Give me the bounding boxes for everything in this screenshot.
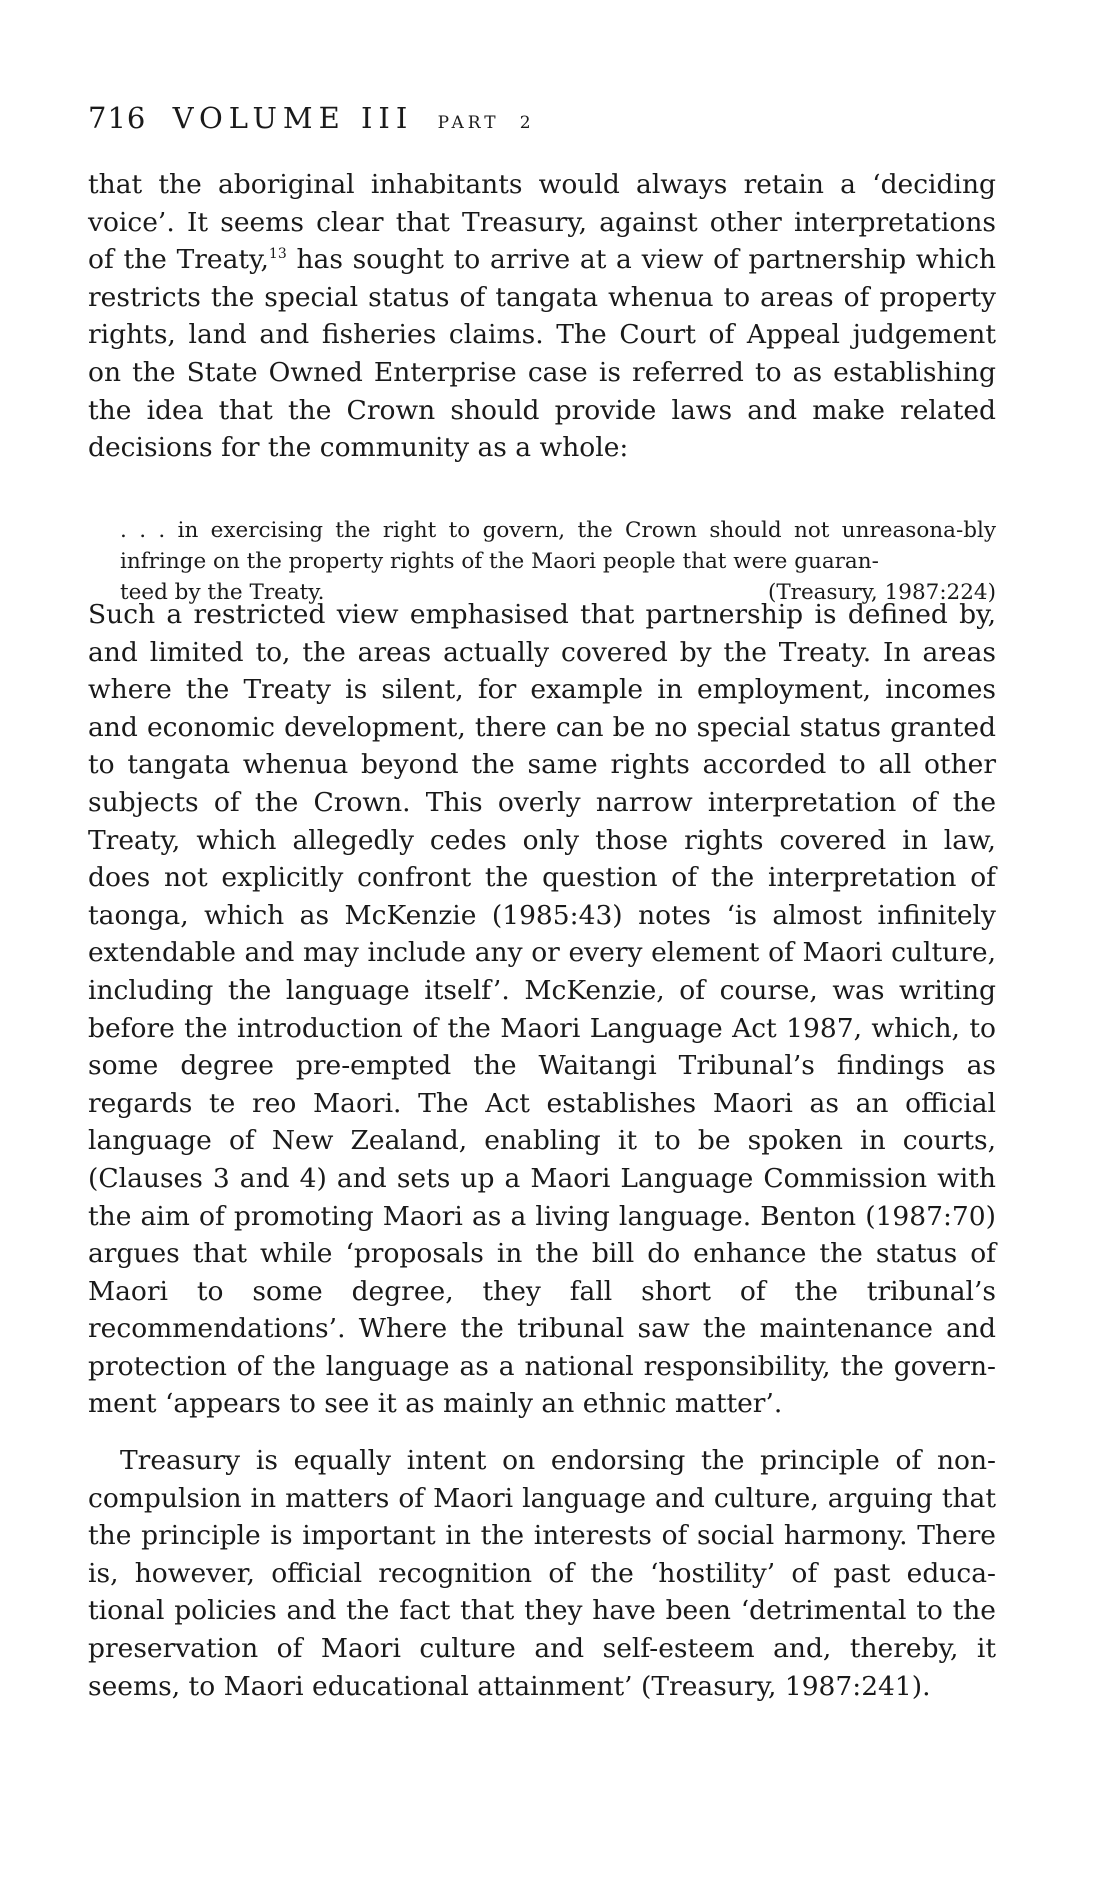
paragraph-1-text-a: that the aboriginal inhabitants would always retain a ‘deciding voice’. It seems clear that Treasury, against other interpretations of the Treaty, — [88, 169, 996, 276]
paragraph-2 — [88, 596, 996, 1423]
part-number: 2 — [519, 113, 533, 133]
paragraph-1-text-b: has sought to arrive at a view of partnership which restricts the special status of tangata whenua to areas of property rights, land and fisheries claims. The Court of Appeal judgement on the State Owned Enterprise case is referred to as establishing the idea that the Crown should provide laws and make related decisions for the community as a whole: — [88, 244, 996, 464]
footnote-reference: 13 — [268, 246, 287, 263]
paragraph-3 — [88, 1442, 996, 1705]
paragraph-2-text: Such a restricted view emphasised that partnership is defined by, and limited to, the areas actually covered by the Treaty. In areas where the Treaty is silent, for example in employment, incomes and economic development, there can be no special status granted to tangata whenua beyond the same rights accorded to all other subjects of the Crown. This overly narrow interpretation of the Treaty, which allegedly cedes only those rights covered in law, does not explicitly confront the question of the interpretation of taonga, which as McKenzie (1985:43) notes ‘is almost infinitely extendable and may include any or every element of Maori culture, including the language itself’. McKenzie, of course, was writing before the introduction of the Maori Language Act 1987, which, to some degree pre-empted the Waitangi Tribunal’s findings as regards te reo Maori. The Act establishes Maori as an official language of New Zealand, enabling it to be spoken in courts, (Clauses 3 and 4) and sets up a Maori Language Commission with the aim of promoting Maori as a living language. Benton (1987:70) argues that while ‘proposals in the bill do enhance the status of Maori to some degree, they fall short of the tribunal’s recommendations’. Where the tribunal saw the maintenance and protection of the language as a national responsibility, the govern-ment ‘appears to see it as mainly an ethnic matter’. — [88, 599, 996, 1420]
block-quote-citation: (Treasury, 1987:224) — [767, 580, 996, 605]
block-quote-text: . . . in exercising the right to govern, the Crown should not unreasona-bly infringe on the property rights of the Maori people that were guaran- — [120, 518, 996, 574]
part-label: PART — [437, 113, 500, 133]
paragraph-1 — [88, 166, 996, 467]
paragraph-3-text: Treasury is equally intent on endorsing the principle of non-compulsion in matters of Maori language and culture, arguing that the principle is important in the interests of social harmony. There is, however, official recognition of the ‘hostility’ of past educa-tional policies and the fact that they have been ‘detrimental to the preservation of Maori culture and self-esteem and, thereby, it seems, to Maori educational attainment’ (Treasury, 1987:241). — [88, 1445, 996, 1702]
volume-label: VOLUME III — [172, 101, 414, 135]
running-head — [88, 100, 533, 141]
page-number: 716 — [88, 101, 147, 135]
block-quote-last-line: teed by the Treaty. — [120, 580, 325, 605]
block-quote — [120, 515, 996, 608]
